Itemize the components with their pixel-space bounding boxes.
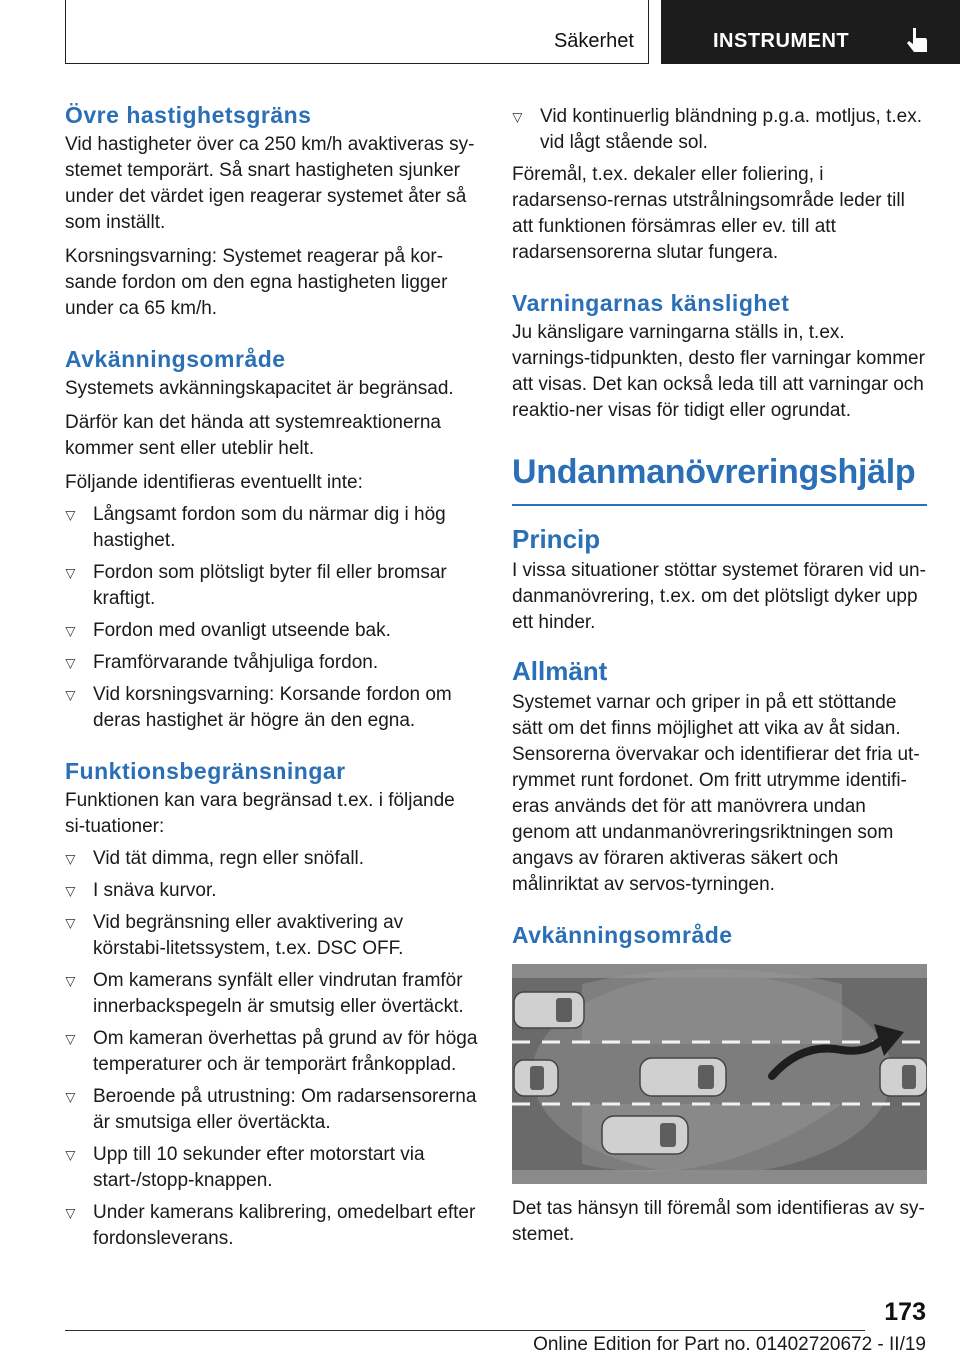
list-item: ▷ Om kamerans synfält eller vindrutan framför innerbackspegeln är smutsig eller övertäckt. xyxy=(65,968,480,1020)
heading-function-limits: Funktionsbegränsningar xyxy=(65,758,346,784)
list-item: ▷ Beroende på utrustning: Om radarsensorerna är smutsiga eller övertäckta. xyxy=(65,1084,480,1136)
paragraph: Föremål, t.ex. dekaler eller foliering, i radarsenso-rernas utstrålningsområde leder till att funktionen försämras eller ev. till att radarsensorerna slutar fungera. xyxy=(512,164,905,263)
list-item: ▷ Vid begränsning eller avaktivering av körstabi-litetssystem, t.ex. DSC OFF. xyxy=(65,910,480,962)
list-item: ▷ Under kamerans kalibrering, omedelbart efter fordonsleverans. xyxy=(65,1200,480,1252)
paragraph: Systemets avkänningskapacitet är begränsad. xyxy=(65,378,454,399)
section-tab xyxy=(65,0,649,64)
hand-pointer-icon xyxy=(904,26,930,54)
page-number: 173 xyxy=(884,1298,926,1326)
edition-note: Online Edition for Part no. 01402720672 - II/19 xyxy=(533,1334,926,1355)
limits-list xyxy=(65,846,480,1252)
heading-principle: Princip xyxy=(512,524,601,554)
left-column xyxy=(65,100,480,1252)
paragraph: Funktionen kan vara begränsad t.ex. i följande si-tuationer: xyxy=(65,790,455,837)
footer-divider xyxy=(65,1330,865,1331)
chapter-title: INSTRUMENT xyxy=(713,30,850,52)
paragraph: Därför kan det hända att systemreaktionerna kommer sent eller uteblir helt. xyxy=(65,412,441,459)
heading-detection-area: Avkänningsområde xyxy=(65,346,286,372)
list-item: ▷ Vid tät dimma, regn eller snöfall. xyxy=(65,846,480,872)
list-item: ▷ Vid korsningsvarning: Korsande fordon om deras hastighet är högre än den egna. xyxy=(65,682,480,734)
list-item: ▷ Upp till 10 sekunder efter motorstart via start-/stopp-knappen. xyxy=(65,1142,480,1194)
list-item: ▷ Fordon som plötsligt byter fil eller bromsar kraftigt. xyxy=(65,560,480,612)
list-item: ▷ Vid kontinuerlig bländning p.g.a. motljus, t.ex. vid lågt stående sol. xyxy=(512,104,927,156)
paragraph: I vissa situationer stöttar systemet föraren vid un-danmanövrering, t.ex. om det plötsligt dyker upp ett hinder. xyxy=(512,560,926,633)
chapter-heading: Undanmanövreringshjälp xyxy=(512,450,927,506)
evasion-assist-illustration xyxy=(512,964,927,1184)
list-item: ▷ Om kameran överhettas på grund av för höga temperaturer och är temporärt frånkopplad. xyxy=(65,1026,480,1078)
list-item: ▷ Framförvarande tvåhjuliga fordon. xyxy=(65,650,480,676)
paragraph: Ju känsligare varningarna ställs in, t.ex. varnings-tidpunkten, desto fler varningar kommer att visas. Det kan också leda till att varningar och reaktio-ner visas för tidigt eller ogrundat. xyxy=(512,322,925,421)
chapter-tab xyxy=(661,0,960,64)
section-title: Säkerhet xyxy=(553,30,634,52)
list-item: ▷ Fordon med ovanligt utseende bak. xyxy=(65,618,480,644)
page-header xyxy=(0,0,960,66)
paragraph: Systemet varnar och griper in på ett stöttande sätt om det finns möjlighet att vika av åt sidan. Sensorerna övervakar och identifierar det fria ut-rymmet runt fordonet. Om fritt utrymme identifi-eras används det för att manövrera undan genom att undanmanövreringsriktningen som angavs av föraren aktiveras säkert och målinriktat av servos-tyrningen. xyxy=(512,692,920,895)
right-column xyxy=(512,100,927,1248)
road-diagram xyxy=(512,964,927,1184)
heading-upper-speed-limit: Övre hastighetsgräns xyxy=(65,102,312,128)
detection-list xyxy=(65,502,480,734)
figure-caption: Det tas hänsyn till föremål som identifieras av sy-stemet. xyxy=(512,1198,925,1245)
paragraph: Korsningsvarning: Systemet reagerar på kor-sande fordon om den egna hastigheten ligger under ca 65 km/h. xyxy=(65,246,448,319)
continued-list xyxy=(512,104,927,156)
list-item: ▷ I snäva kurvor. xyxy=(65,878,480,904)
paragraph: Följande identifieras eventuellt inte: xyxy=(65,472,363,493)
heading-detection-area: Avkänningsområde xyxy=(512,922,733,948)
paragraph: Vid hastigheter över ca 250 km/h avaktiveras sy-stemet temporärt. Så snart hastigheten sjunker under det värdet igen reagerar systemet åter så som inställt. xyxy=(65,134,475,233)
list-item: ▷ Långsamt fordon som du närmar dig i hög hastighet. xyxy=(65,502,480,554)
heading-warning-sensitivity: Varningarnas känslighet xyxy=(512,290,790,316)
heading-general: Allmänt xyxy=(512,656,608,686)
